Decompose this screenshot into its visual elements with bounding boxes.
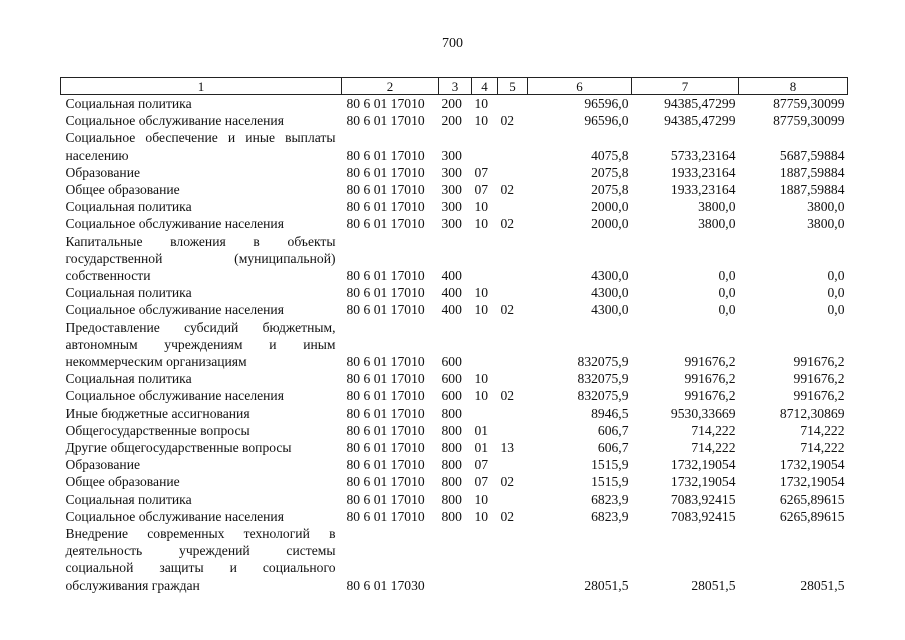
target-code: 80 6 01 17010 bbox=[346, 199, 425, 215]
column-header-7: 7 bbox=[632, 78, 739, 95]
item-name: Социальное обслуживание населения bbox=[65, 113, 284, 129]
amount-col-6: 2075,8 bbox=[591, 182, 629, 198]
amount-col-8: 1887,59884 bbox=[779, 164, 845, 180]
section: 10 bbox=[474, 388, 489, 404]
column-header-6: 6 bbox=[528, 78, 632, 95]
amount-col-8: 8712,30869 bbox=[779, 405, 845, 421]
section bbox=[472, 405, 498, 422]
column-header-8: 8 bbox=[739, 78, 848, 95]
amount-col-7: 714,222 bbox=[691, 440, 736, 456]
item-name: Образование bbox=[65, 457, 141, 473]
table-row bbox=[61, 198, 848, 215]
section bbox=[472, 319, 498, 371]
section: 07 bbox=[474, 474, 489, 490]
expense-type: 300 bbox=[441, 164, 462, 180]
amount-col-7: 9530,33669 bbox=[670, 405, 736, 421]
amount-col-8: 3800,0 bbox=[807, 199, 845, 215]
column-header-row bbox=[61, 78, 848, 95]
subsection bbox=[498, 198, 528, 215]
expense-type: 200 bbox=[441, 96, 462, 111]
amount-col-7: 3800,0 bbox=[698, 216, 736, 232]
subsection bbox=[498, 370, 528, 387]
expense-type: 300 bbox=[441, 199, 462, 215]
expense-type: 300 bbox=[441, 182, 462, 198]
table-row bbox=[61, 284, 848, 301]
amount-col-6: 8946,5 bbox=[591, 405, 629, 421]
item-name: Социальное обеспечение и иные выплаты населению bbox=[65, 130, 336, 163]
amount-col-6: 4300,0 bbox=[591, 285, 629, 301]
table-row bbox=[61, 387, 848, 404]
page-number: 700 bbox=[442, 36, 463, 51]
subsection bbox=[498, 164, 528, 181]
target-code: 80 6 01 17010 bbox=[346, 491, 425, 507]
target-code: 80 6 01 17010 bbox=[346, 113, 425, 129]
subsection: 02 bbox=[500, 182, 515, 198]
subsection: 02 bbox=[500, 388, 515, 404]
amount-col-7: 0,0 bbox=[718, 268, 736, 284]
column-header-2: 2 bbox=[342, 78, 439, 95]
table-row bbox=[61, 405, 848, 422]
amount-col-8: 6265,89615 bbox=[779, 491, 845, 507]
amount-col-7: 714,222 bbox=[691, 422, 736, 438]
section: 10 bbox=[474, 302, 489, 318]
subsection bbox=[498, 284, 528, 301]
target-code: 80 6 01 17010 bbox=[346, 164, 425, 180]
expense-type: 800 bbox=[441, 474, 462, 490]
target-code: 80 6 01 17010 bbox=[346, 285, 425, 301]
item-name: Общее образование bbox=[65, 474, 180, 490]
budget-table bbox=[60, 77, 848, 594]
amount-col-7: 0,0 bbox=[718, 302, 736, 318]
target-code: 80 6 01 17010 bbox=[346, 354, 425, 370]
table-body bbox=[61, 95, 848, 594]
section: 10 bbox=[474, 491, 489, 507]
amount-col-7: 5733,23164 bbox=[670, 147, 736, 163]
amount-col-8: 87759,30099 bbox=[773, 113, 845, 129]
column-header-5: 5 bbox=[498, 78, 528, 95]
amount-col-6: 4075,8 bbox=[591, 147, 629, 163]
target-code: 80 6 01 17010 bbox=[346, 474, 425, 490]
target-code: 80 6 01 17010 bbox=[346, 216, 425, 232]
amount-col-8: 6265,89615 bbox=[779, 508, 845, 524]
item-name: Общегосударственные вопросы bbox=[65, 422, 250, 438]
table-row bbox=[61, 233, 848, 285]
subsection bbox=[498, 525, 528, 594]
item-name: Общее образование bbox=[65, 182, 180, 198]
section: 10 bbox=[474, 285, 489, 301]
amount-col-7: 94385,47299 bbox=[664, 96, 736, 111]
amount-col-8: 991676,2 bbox=[793, 371, 845, 387]
amount-col-8: 0,0 bbox=[827, 268, 845, 284]
amount-col-6: 832075,9 bbox=[577, 354, 629, 370]
column-header-4: 4 bbox=[472, 78, 498, 95]
expense-type: 800 bbox=[441, 457, 462, 473]
expense-type: 400 bbox=[441, 268, 462, 284]
item-name: Социальное обслуживание населения bbox=[65, 216, 284, 232]
item-name: Капитальные вложения в объекты государственной (муниципальной) собственности bbox=[65, 233, 336, 284]
amount-col-6: 1515,9 bbox=[591, 457, 629, 473]
amount-col-8: 1732,19054 bbox=[779, 457, 845, 473]
section: 10 bbox=[474, 216, 489, 232]
expense-type: 600 bbox=[441, 388, 462, 404]
table-row bbox=[61, 95, 848, 113]
table-row bbox=[61, 301, 848, 318]
item-name: Социальное обслуживание населения bbox=[65, 302, 284, 318]
amount-col-7: 991676,2 bbox=[684, 354, 736, 370]
amount-col-8: 87759,30099 bbox=[773, 96, 845, 111]
item-name: Внедрение современных технологий в деятельность учреждений системы социальной защиты и социального обслуживания граждан bbox=[65, 526, 336, 593]
item-name: Социальная политика bbox=[65, 491, 192, 507]
expense-type: 800 bbox=[441, 422, 462, 438]
item-name: Социальная политика bbox=[65, 199, 192, 215]
amount-col-6: 832075,9 bbox=[577, 371, 629, 387]
amount-col-8: 1887,59884 bbox=[779, 182, 845, 198]
expense-type bbox=[439, 525, 472, 594]
amount-col-8: 991676,2 bbox=[793, 388, 845, 404]
amount-col-7: 0,0 bbox=[718, 285, 736, 301]
amount-col-6: 832075,9 bbox=[577, 388, 629, 404]
amount-col-8: 991676,2 bbox=[793, 354, 845, 370]
table-row bbox=[61, 422, 848, 439]
target-code: 80 6 01 17010 bbox=[346, 457, 425, 473]
amount-col-6: 606,7 bbox=[597, 440, 629, 456]
amount-col-6: 1515,9 bbox=[591, 474, 629, 490]
table-row bbox=[61, 473, 848, 490]
amount-col-6: 96596,0 bbox=[584, 96, 629, 111]
table-row bbox=[61, 112, 848, 129]
amount-col-6: 2000,0 bbox=[591, 216, 629, 232]
section bbox=[472, 233, 498, 285]
target-code: 80 6 01 17010 bbox=[346, 96, 425, 111]
subsection bbox=[498, 95, 528, 113]
subsection: 02 bbox=[500, 216, 515, 232]
expense-type: 800 bbox=[441, 405, 462, 421]
subsection bbox=[498, 129, 528, 163]
table-row bbox=[61, 164, 848, 181]
item-name: Социальное обслуживание населения bbox=[65, 388, 284, 404]
amount-col-8: 714,222 bbox=[800, 440, 845, 456]
section: 10 bbox=[474, 371, 489, 387]
subsection: 02 bbox=[500, 508, 515, 524]
target-code: 80 6 01 17010 bbox=[346, 302, 425, 318]
section: 10 bbox=[474, 199, 489, 215]
section: 10 bbox=[474, 96, 489, 111]
table-row bbox=[61, 456, 848, 473]
section: 01 bbox=[474, 440, 489, 456]
subsection bbox=[498, 422, 528, 439]
amount-col-6: 4300,0 bbox=[591, 302, 629, 318]
target-code: 80 6 01 17010 bbox=[346, 508, 425, 524]
amount-col-7: 94385,47299 bbox=[664, 113, 736, 129]
expense-type: 400 bbox=[441, 285, 462, 301]
subsection bbox=[498, 491, 528, 508]
amount-col-7: 7083,92415 bbox=[670, 491, 736, 507]
subsection: 02 bbox=[500, 113, 515, 129]
amount-col-8: 5687,59884 bbox=[779, 147, 845, 163]
item-name: Образование bbox=[65, 164, 141, 180]
target-code: 80 6 01 17010 bbox=[346, 371, 425, 387]
item-name: Другие общегосударственные вопросы bbox=[65, 440, 292, 456]
amount-col-7: 991676,2 bbox=[684, 371, 736, 387]
amount-col-7: 7083,92415 bbox=[670, 508, 736, 524]
expense-type: 300 bbox=[441, 147, 462, 163]
target-code: 80 6 01 17010 bbox=[346, 147, 425, 163]
table-row bbox=[61, 508, 848, 525]
section: 07 bbox=[474, 457, 489, 473]
target-code: 80 6 01 17010 bbox=[346, 422, 425, 438]
subsection: 13 bbox=[500, 440, 515, 456]
subsection: 02 bbox=[500, 302, 515, 318]
section: 10 bbox=[474, 508, 489, 524]
expense-type: 200 bbox=[441, 113, 462, 129]
amount-col-6: 4300,0 bbox=[591, 268, 629, 284]
subsection: 02 bbox=[500, 474, 515, 490]
column-header-3: 3 bbox=[439, 78, 472, 95]
table-row bbox=[61, 439, 848, 456]
amount-col-8: 3800,0 bbox=[807, 216, 845, 232]
amount-col-6: 6823,9 bbox=[591, 508, 629, 524]
item-name: Социальная политика bbox=[65, 96, 192, 111]
amount-col-7: 1933,23164 bbox=[670, 182, 736, 198]
amount-col-8: 1732,19054 bbox=[779, 474, 845, 490]
table-row bbox=[61, 181, 848, 198]
target-code: 80 6 01 17010 bbox=[346, 268, 425, 284]
amount-col-7: 991676,2 bbox=[684, 388, 736, 404]
expense-type: 800 bbox=[441, 508, 462, 524]
expense-type: 800 bbox=[441, 440, 462, 456]
amount-col-6: 2075,8 bbox=[591, 164, 629, 180]
section: 10 bbox=[474, 113, 489, 129]
amount-col-7: 1732,19054 bbox=[670, 474, 736, 490]
section bbox=[472, 525, 498, 594]
subsection bbox=[498, 456, 528, 473]
expense-type: 400 bbox=[441, 302, 462, 318]
target-code: 80 6 01 17030 bbox=[346, 577, 425, 593]
item-name: Социальная политика bbox=[65, 371, 192, 387]
amount-col-6: 96596,0 bbox=[584, 113, 629, 129]
amount-col-8: 0,0 bbox=[827, 285, 845, 301]
target-code: 80 6 01 17010 bbox=[346, 388, 425, 404]
amount-col-8: 0,0 bbox=[827, 302, 845, 318]
expense-type: 600 bbox=[441, 354, 462, 370]
section: 07 bbox=[474, 182, 489, 198]
target-code: 80 6 01 17010 bbox=[346, 440, 425, 456]
target-code: 80 6 01 17010 bbox=[346, 405, 425, 421]
amount-col-6: 2000,0 bbox=[591, 199, 629, 215]
item-name: Иные бюджетные ассигнования bbox=[65, 405, 250, 421]
target-code: 80 6 01 17010 bbox=[346, 182, 425, 198]
table-row bbox=[61, 525, 848, 594]
item-name: Предоставление субсидий бюджетным, автономным учреждениям и иным некоммерческим организациям bbox=[65, 319, 336, 370]
item-name: Социальное обслуживание населения bbox=[65, 508, 284, 524]
item-name: Социальная политика bbox=[65, 285, 192, 301]
table-row bbox=[61, 129, 848, 163]
amount-col-6: 28051,5 bbox=[584, 577, 629, 593]
section bbox=[472, 129, 498, 163]
subsection bbox=[498, 319, 528, 371]
table-row bbox=[61, 491, 848, 508]
subsection bbox=[498, 233, 528, 285]
amount-col-7: 28051,5 bbox=[691, 577, 736, 593]
subsection bbox=[498, 405, 528, 422]
section: 07 bbox=[474, 164, 489, 180]
amount-col-8: 28051,5 bbox=[800, 577, 845, 593]
table-row bbox=[61, 215, 848, 232]
expense-type: 300 bbox=[441, 216, 462, 232]
amount-col-7: 3800,0 bbox=[698, 199, 736, 215]
expense-type: 800 bbox=[441, 491, 462, 507]
column-header-1: 1 bbox=[61, 78, 342, 95]
amount-col-7: 1933,23164 bbox=[670, 164, 736, 180]
amount-col-6: 606,7 bbox=[597, 422, 629, 438]
amount-col-7: 1732,19054 bbox=[670, 457, 736, 473]
section: 01 bbox=[474, 422, 489, 438]
table-row bbox=[61, 319, 848, 371]
table-row bbox=[61, 370, 848, 387]
expense-type: 600 bbox=[441, 371, 462, 387]
amount-col-6: 6823,9 bbox=[591, 491, 629, 507]
amount-col-8: 714,222 bbox=[800, 422, 845, 438]
